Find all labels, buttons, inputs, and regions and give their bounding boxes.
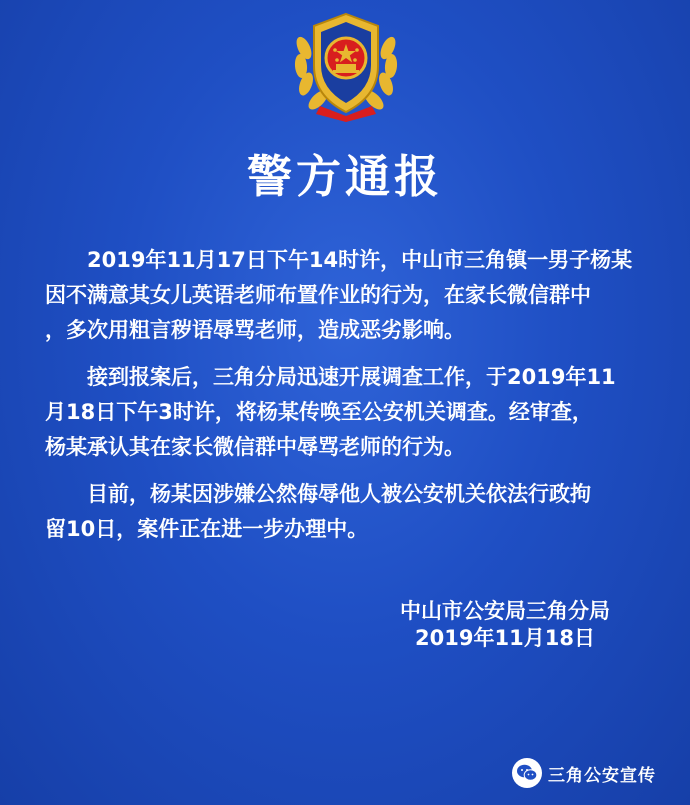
notice-paragraph-2: 接到报案后，三角分局迅速开展调查工作，于2019年11 月18日下午3时许，将杨某传唤至公安机关调查。经审查， 杨某承认其在家长微信群中辱骂老师的行为。 — [45, 365, 616, 459]
wechat-watermark — [512, 753, 656, 793]
signature-date: 2019年11月18日 — [415, 626, 595, 650]
notice-title: 警方通报 — [246, 150, 443, 203]
watermark-text: 三角公安宣传 — [548, 765, 656, 786]
notice-paragraph-1: 2019年11月17日下午14时许，中山市三角镇一男子杨某 因不满意其女儿英语老师布置作业的行为，在家长微信群中 ，多次用粗言秽语辱骂老师，造成恶劣影响。 — [45, 248, 633, 342]
signature-block — [370, 598, 640, 652]
police-emblem-icon — [290, 8, 402, 123]
signature-org: 中山市公安局三角分局 — [400, 599, 610, 623]
wechat-icon — [512, 758, 542, 788]
notice-paragraph-3: 目前，杨某因涉嫌公然侮辱他人被公安机关依法行政拘 留10日，案件正在进一步办理中。 — [45, 482, 591, 541]
